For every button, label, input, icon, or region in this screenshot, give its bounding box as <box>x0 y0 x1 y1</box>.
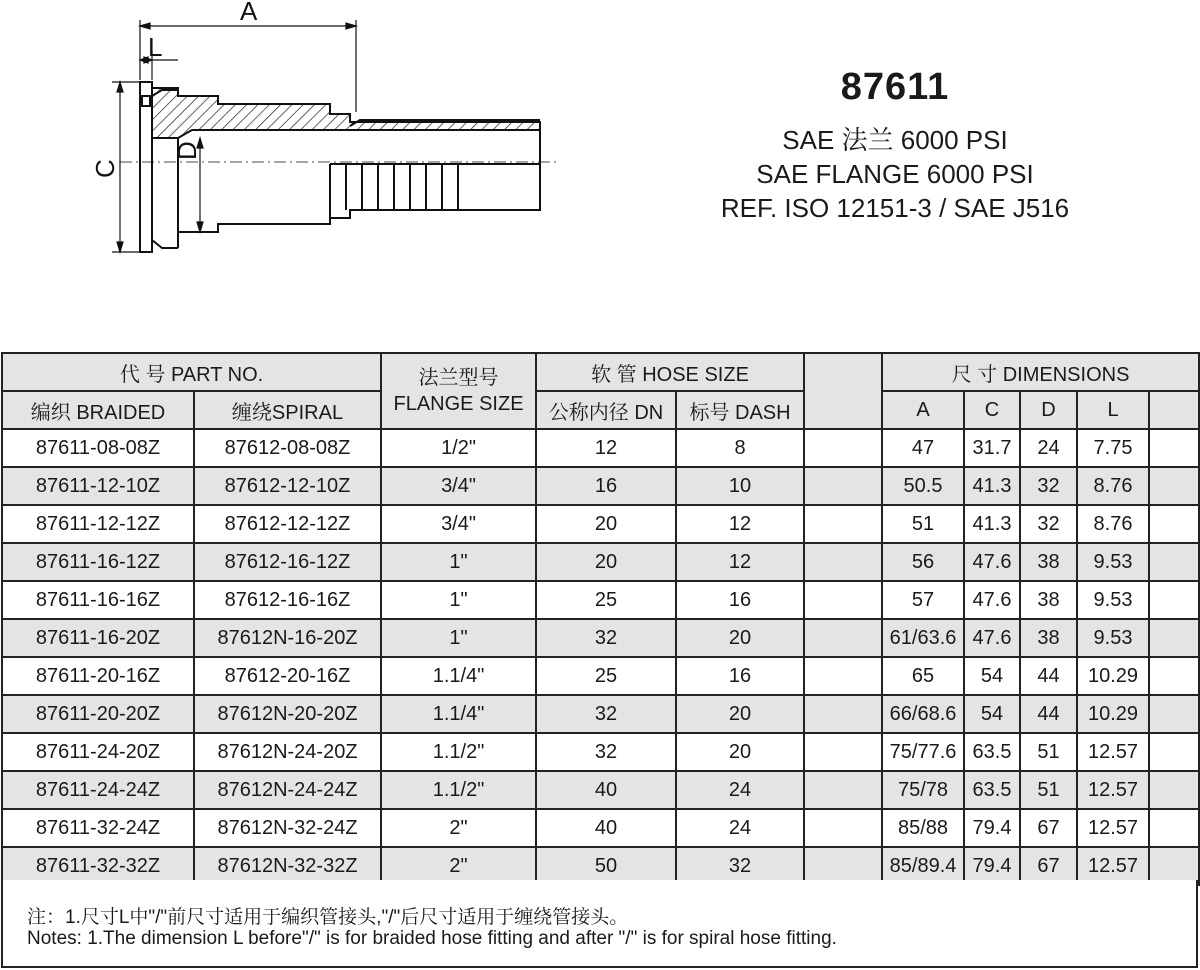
cell-dn: 32 <box>536 733 676 771</box>
cell-d: 32 <box>1020 467 1077 505</box>
cell-a: 57 <box>882 581 964 619</box>
cell-braided: 87611-08-08Z <box>2 429 194 467</box>
spec-table <box>1 352 1200 886</box>
spec-table-body <box>2 429 1199 885</box>
cell-c: 79.4 <box>964 809 1020 847</box>
cell-spiral: 87612-20-16Z <box>194 657 381 695</box>
cell-dash: 24 <box>676 809 804 847</box>
cell-a: 47 <box>882 429 964 467</box>
cell-d: 38 <box>1020 581 1077 619</box>
header-flange-zh: 法兰型号 <box>418 367 499 389</box>
cell-dash: 12 <box>676 505 804 543</box>
table-row <box>2 657 1199 695</box>
cell-braided: 87611-24-24Z <box>2 771 194 809</box>
cell-dash: 12 <box>676 543 804 581</box>
cell-c: 79.4 <box>964 847 1020 885</box>
cell-braided: 87611-20-16Z <box>2 657 194 695</box>
cell-spiral: 87612-16-16Z <box>194 581 381 619</box>
cell-blank <box>1149 467 1199 505</box>
cell-c: 54 <box>964 657 1020 695</box>
cell-a: 56 <box>882 543 964 581</box>
cell-d: 51 <box>1020 771 1077 809</box>
cell-dash: 16 <box>676 581 804 619</box>
table-row <box>2 505 1199 543</box>
cell-a: 50.5 <box>882 467 964 505</box>
cell-a: 51 <box>882 505 964 543</box>
cell-dash: 20 <box>676 619 804 657</box>
table-row <box>2 619 1199 657</box>
cell-flange: 1" <box>381 543 536 581</box>
cell-d: 44 <box>1020 695 1077 733</box>
header-blank <box>804 353 882 429</box>
cell-dn: 40 <box>536 771 676 809</box>
cell-l: 9.53 <box>1077 619 1149 657</box>
cell-braided: 87611-24-20Z <box>2 733 194 771</box>
cell-dn: 32 <box>536 619 676 657</box>
cell-c: 41.3 <box>964 505 1020 543</box>
cell-blank <box>1149 619 1199 657</box>
dim-label-l: L <box>148 32 163 62</box>
cell-dash: 8 <box>676 429 804 467</box>
note-chinese: 注：1.尺寸L中"/"前尺寸适用于编织管接头,"/"后尺寸适用于缠绕管接头。 <box>27 907 629 928</box>
cell-dash: 10 <box>676 467 804 505</box>
cell-dn: 16 <box>536 467 676 505</box>
note-english: Notes: 1.The dimension L before"/" is for braided hose fitting and after "/" is for spiral hose fitting. <box>27 928 837 949</box>
cell-blank <box>804 657 882 695</box>
cell-dn: 12 <box>536 429 676 467</box>
header-extra <box>1149 391 1199 429</box>
cell-blank <box>804 429 882 467</box>
table-row <box>2 695 1199 733</box>
cell-dash: 20 <box>676 695 804 733</box>
cell-braided: 87611-16-12Z <box>2 543 194 581</box>
cell-blank <box>804 467 882 505</box>
cell-l: 12.57 <box>1077 809 1149 847</box>
cell-blank <box>804 505 882 543</box>
cell-c: 54 <box>964 695 1020 733</box>
cell-dash: 24 <box>676 771 804 809</box>
title-block <box>690 66 1100 225</box>
table-row <box>2 429 1199 467</box>
cell-braided: 87611-16-16Z <box>2 581 194 619</box>
cell-flange: 1.1/4" <box>381 657 536 695</box>
cell-d: 24 <box>1020 429 1077 467</box>
cell-c: 63.5 <box>964 733 1020 771</box>
cell-blank <box>804 619 882 657</box>
cell-spiral: 87612N-20-20Z <box>194 695 381 733</box>
cell-blank <box>804 809 882 847</box>
cell-flange: 2" <box>381 809 536 847</box>
table-row <box>2 733 1199 771</box>
cell-blank <box>1149 809 1199 847</box>
cell-d: 67 <box>1020 809 1077 847</box>
header-part-no: 代 号 PART NO. <box>2 353 381 391</box>
cell-spiral: 87612-12-10Z <box>194 467 381 505</box>
cell-dash: 20 <box>676 733 804 771</box>
cell-a: 75/77.6 <box>882 733 964 771</box>
cell-l: 9.53 <box>1077 581 1149 619</box>
cell-l: 12.57 <box>1077 771 1149 809</box>
cell-flange: 1.1/4" <box>381 695 536 733</box>
title-line-1: SAE 法兰 6000 PSI <box>782 125 1008 155</box>
cell-l: 12.57 <box>1077 847 1149 885</box>
cell-blank <box>804 581 882 619</box>
cell-c: 47.6 <box>964 543 1020 581</box>
cell-braided: 87611-12-10Z <box>2 467 194 505</box>
cell-l: 8.76 <box>1077 467 1149 505</box>
header-l: L <box>1077 391 1149 429</box>
table-row <box>2 543 1199 581</box>
cell-l: 7.75 <box>1077 429 1149 467</box>
cell-spiral: 87612-08-08Z <box>194 429 381 467</box>
cell-dash: 32 <box>676 847 804 885</box>
cell-braided: 87611-20-20Z <box>2 695 194 733</box>
cell-c: 47.6 <box>964 581 1020 619</box>
cell-d: 32 <box>1020 505 1077 543</box>
cell-blank <box>1149 505 1199 543</box>
cell-a: 75/78 <box>882 771 964 809</box>
cell-d: 38 <box>1020 619 1077 657</box>
cell-dash: 16 <box>676 657 804 695</box>
cell-braided: 87611-32-32Z <box>2 847 194 885</box>
cell-c: 31.7 <box>964 429 1020 467</box>
cell-dn: 50 <box>536 847 676 885</box>
header-flange-size <box>381 353 536 429</box>
cell-d: 44 <box>1020 657 1077 695</box>
cell-a: 85/89.4 <box>882 847 964 885</box>
cell-blank <box>1149 657 1199 695</box>
cell-spiral: 87612N-24-20Z <box>194 733 381 771</box>
cell-flange: 3/4" <box>381 467 536 505</box>
header-spiral: 缠绕SPIRAL <box>194 391 381 429</box>
cell-spiral: 87612-16-12Z <box>194 543 381 581</box>
cell-flange: 3/4" <box>381 505 536 543</box>
cell-flange: 1" <box>381 581 536 619</box>
cell-blank <box>804 543 882 581</box>
dim-label-a: A <box>240 0 258 26</box>
cell-a: 85/88 <box>882 809 964 847</box>
table-row <box>2 581 1199 619</box>
cell-c: 41.3 <box>964 467 1020 505</box>
header-d: D <box>1020 391 1077 429</box>
cell-flange: 1/2" <box>381 429 536 467</box>
cell-a: 65 <box>882 657 964 695</box>
cell-blank <box>1149 695 1199 733</box>
cell-spiral: 87612N-32-32Z <box>194 847 381 885</box>
cell-blank <box>804 695 882 733</box>
part-code-title: 87611 <box>840 66 950 108</box>
cell-dn: 25 <box>536 657 676 695</box>
cell-blank <box>1149 543 1199 581</box>
header-braided: 编织 BRAIDED <box>2 391 194 429</box>
cell-blank <box>1149 771 1199 809</box>
cell-spiral: 87612-12-12Z <box>194 505 381 543</box>
cell-a: 66/68.6 <box>882 695 964 733</box>
cell-d: 67 <box>1020 847 1077 885</box>
cell-flange: 1.1/2" <box>381 733 536 771</box>
notes-box <box>1 880 1198 968</box>
cell-l: 9.53 <box>1077 543 1149 581</box>
cell-blank <box>804 733 882 771</box>
cell-spiral: 87612N-24-24Z <box>194 771 381 809</box>
header-c: C <box>964 391 1020 429</box>
cell-dn: 25 <box>536 581 676 619</box>
cell-blank <box>804 771 882 809</box>
header-dn: 公称内径 DN <box>536 391 676 429</box>
title-line-2: SAE FLANGE 6000 PSI <box>756 159 1034 189</box>
header-a: A <box>882 391 964 429</box>
table-row <box>2 809 1199 847</box>
cell-flange: 1" <box>381 619 536 657</box>
table-row <box>2 467 1199 505</box>
header-hose-size: 软 管 HOSE SIZE <box>536 353 804 391</box>
cell-braided: 87611-32-24Z <box>2 809 194 847</box>
cell-spiral: 87612N-32-24Z <box>194 809 381 847</box>
cell-dn: 32 <box>536 695 676 733</box>
cell-blank <box>1149 581 1199 619</box>
cell-c: 47.6 <box>964 619 1020 657</box>
cell-d: 38 <box>1020 543 1077 581</box>
cell-l: 12.57 <box>1077 733 1149 771</box>
cell-c: 63.5 <box>964 771 1020 809</box>
cell-dn: 20 <box>536 543 676 581</box>
cell-d: 51 <box>1020 733 1077 771</box>
cell-l: 10.29 <box>1077 695 1149 733</box>
cell-dn: 40 <box>536 809 676 847</box>
cell-blank <box>1149 429 1199 467</box>
cell-braided: 87611-12-12Z <box>2 505 194 543</box>
cell-l: 8.76 <box>1077 505 1149 543</box>
cell-l: 10.29 <box>1077 657 1149 695</box>
cell-blank <box>1149 733 1199 771</box>
cell-a: 61/63.6 <box>882 619 964 657</box>
cell-flange: 1.1/2" <box>381 771 536 809</box>
cell-flange: 2" <box>381 847 536 885</box>
header-dash: 标号 DASH <box>676 391 804 429</box>
title-line-3: REF. ISO 12151-3 / SAE J516 <box>720 193 1070 223</box>
header-dimensions: 尺 寸 DIMENSIONS <box>882 353 1199 391</box>
cell-dn: 20 <box>536 505 676 543</box>
header-flange-en: FLANGE SIZE <box>393 393 524 415</box>
cell-braided: 87611-16-20Z <box>2 619 194 657</box>
table-row <box>2 771 1199 809</box>
dim-label-c: C <box>90 159 120 178</box>
dim-label-d: D <box>172 141 202 160</box>
cell-spiral: 87612N-16-20Z <box>194 619 381 657</box>
fitting-drawing <box>0 0 600 290</box>
